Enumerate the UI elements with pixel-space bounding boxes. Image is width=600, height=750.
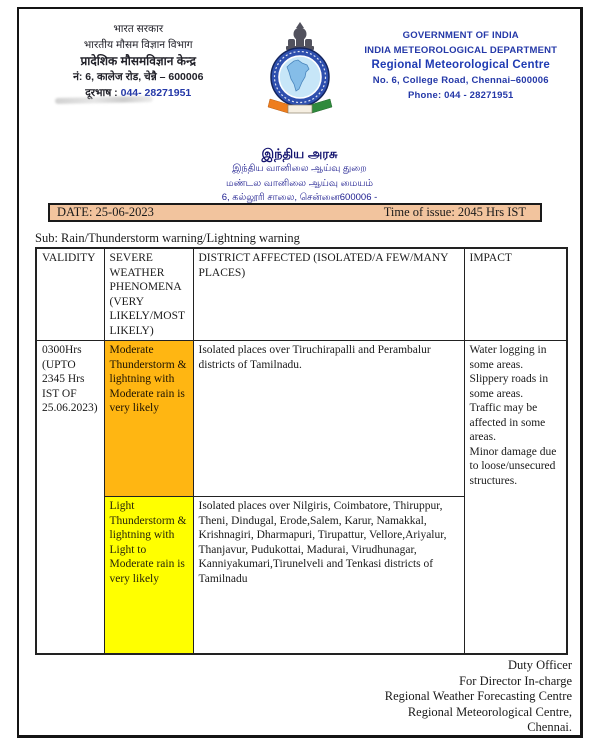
district-cell-row2: Isolated places over Nilgiris, Coimbatore, Thiruppur, Theni, Dindugal, Erode,Salem, Karur, Namakkal, Krishnagiri, Dharmapuri, Tirupattur, Vellore,Ariyalur, Thanjavur, Pudukottai, Madurai, Virudhunagar, Kanniyakumari,Tirunelveli and Tenkasi districts of Tamilnadu <box>193 497 464 654</box>
tamil-govt-title: இந்திய அரசு <box>261 146 338 161</box>
subject-line: Sub: Rain/Thunderstorm warning/Lightning warning <box>35 231 300 245</box>
impact-line: Slippery roads in some areas. <box>469 373 549 400</box>
english-phone-line: Phone: 044 - 28271951 <box>407 90 514 101</box>
document-page <box>17 7 583 738</box>
impact-line: Traffic may be affected in some areas. <box>469 402 546 443</box>
signature-line: Chennai. <box>527 720 572 734</box>
english-govt-line: GOVERNMENT OF INDIA <box>402 30 519 41</box>
letterhead-tamil <box>19 145 580 206</box>
table-row <box>36 341 567 497</box>
validity-cell: 0300Hrs (UPTO 2345 Hrs IST OF 25.06.2023) <box>36 341 104 654</box>
hindi-centre-line: प्रादेशिक मौसमविज्ञान केन्द्र <box>80 54 197 68</box>
hindi-address-line: नं: 6, कालेज रोड, चेन्नै – 600006 <box>73 71 204 83</box>
impact-cell <box>464 341 567 654</box>
warning-table <box>35 247 568 655</box>
imd-emblem-icon <box>260 19 340 119</box>
letterhead-english <box>342 19 581 103</box>
impact-line: Minor damage due to loose/unsecured structures. <box>469 445 557 487</box>
header-impact: IMPACT <box>464 248 567 341</box>
impact-line: Water logging in some areas. <box>469 344 547 371</box>
hindi-phone-label: दूरभाष : <box>85 87 118 99</box>
signature-line: For Director In-charge <box>459 673 572 688</box>
header-district: DISTRICT AFFECTED (ISOLATED/A FEW/MANY PLACES) <box>193 248 464 341</box>
phenomena-cell-light: Light Thunderstorm & lightning with Light to Moderate rain is very likely <box>104 497 193 654</box>
letterhead-hindi <box>19 19 258 101</box>
english-address-line: No. 6, College Road, Chennai–600006 <box>372 75 549 86</box>
issue-time: Time of issue: 2045 Hrs IST <box>383 205 526 219</box>
emblem-container <box>258 19 342 119</box>
phenomena-cell-moderate: Moderate Thunderstorm & lightning with Moderate rain is very likely <box>104 341 193 497</box>
issue-date: DATE: 25-06-2023 <box>57 205 154 219</box>
hindi-dept-line: भारतीय मौसम विज्ञान विभाग <box>83 39 193 51</box>
date-issue-bar <box>48 203 542 222</box>
tamil-dept-line: இந்திய வானிலை ஆய்வு துறை <box>232 163 367 174</box>
signature-line: Regional Weather Forecasting Centre <box>384 689 572 703</box>
header-phenomena: SEVERE WEATHER PHENOMENA (VERY LIKELY/MOST LIKELY) <box>104 248 193 341</box>
signature-line: Regional Meteorological Centre, <box>407 704 572 719</box>
header-validity: VALIDITY <box>36 248 104 341</box>
english-centre-line: Regional Meteorological Centre <box>371 59 551 71</box>
tamil-address-line: 6, கல்லூரி சாலை, சென்னை600006 - <box>221 192 378 203</box>
tamil-centre-line: மண்டல வானிலை ஆய்வு மையம் <box>225 177 374 189</box>
english-dept-line: INDIA METEOROLOGICAL DEPARTMENT <box>364 45 558 56</box>
hindi-govt-line: भारत सरकार <box>113 23 164 35</box>
signature-block <box>385 658 572 736</box>
district-cell-row1: Isolated places over Tiruchirapalli and Perambalur districts of Tamilnadu. <box>193 341 464 497</box>
table-header-row <box>36 248 567 341</box>
hindi-phone-number: 044- 28271951 <box>120 87 192 99</box>
signature-line: Duty Officer <box>508 658 572 672</box>
